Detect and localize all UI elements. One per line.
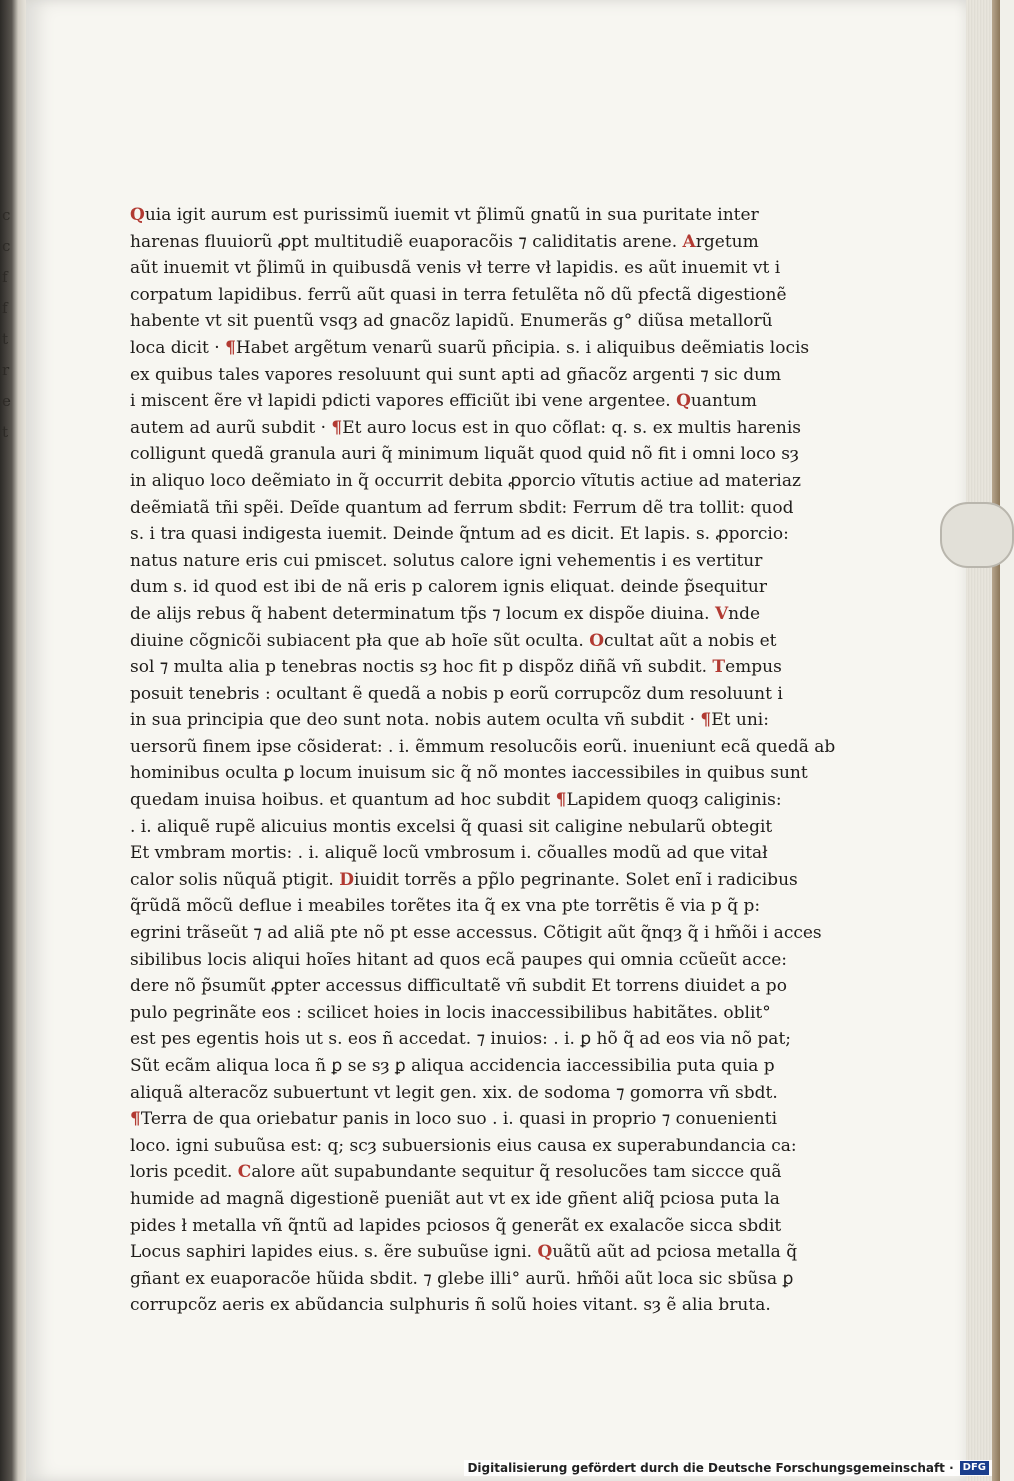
text-line: [130, 495, 794, 522]
text-span: Et auro locus est in quo cõflat: q. s. ex multis harenis: [342, 417, 802, 438]
text-span: rgetum: [695, 231, 759, 252]
text-line: [130, 1106, 777, 1133]
left-page-char: c: [2, 237, 11, 255]
text-span: i miscent ẽre vł lapidi pdicti vapores efficiũt ibi vene argentee.: [130, 391, 677, 412]
left-page-char: e: [2, 392, 11, 410]
text-line: [130, 335, 810, 362]
text-line: [130, 548, 770, 575]
text-span: loca dicit ·: [130, 337, 226, 358]
dfg-logo-icon: DFG: [960, 1461, 989, 1475]
text-line: [130, 814, 773, 841]
rubric-mark: ¶: [700, 710, 712, 731]
rubric-mark: Q: [537, 1242, 553, 1263]
text-span: calor solis nũquã ptigit.: [130, 869, 340, 890]
text-line: [130, 1000, 770, 1027]
text-line: [130, 1026, 791, 1053]
text-line: [130, 1053, 775, 1080]
text-span: q̃rũdã mõcũ deflue i meabiles torẽtes ita q̃ ex vna pte torrẽtis ẽ via p q̃ p:: [130, 896, 761, 917]
text-line: [130, 468, 801, 495]
left-page-char: t: [2, 423, 9, 441]
text-span: de alijs rebus q̃ habent determinatum tp̃s ⁊ locum ex dispõe diuina.: [130, 603, 715, 624]
text-span: in sua principia que deo sunt nota. nobis autem oculta vñ subdit ·: [130, 710, 701, 731]
rubric-mark: ¶: [130, 1109, 141, 1130]
text-span: posuit tenebris : ocultant ẽ quedã a nobis p eorũ corrupcõz dum resoluunt i: [130, 683, 783, 704]
text-span: gñant ex euaporacõe hũida sbdit. ⁊ glebe illi° aurũ. hm̃õi aũt loca sic sbũsa ꝑ: [130, 1268, 794, 1289]
text-line: [130, 574, 770, 601]
text-line: [130, 787, 782, 814]
text-line: [130, 1292, 770, 1319]
text-span: sol ⁊ multa alia p tenebras noctis sȝ hoc fit p dispõz diñã vñ subdit.: [130, 657, 713, 678]
text-span: in aliquo loco deẽmiato in q̃ occurrit debita ꝓporcio vĩtutis actiue ad materiaz: [130, 470, 801, 491]
text-span: pides ł metalla vñ q̃ntũ ad lapides pciosos q̃ generãt ex exalacõe sicca sbdit: [130, 1215, 782, 1236]
text-line: [130, 707, 770, 734]
text-line: [130, 308, 773, 335]
text-span: humide ad magnã digestionẽ pueniãt aut vt ex ide gñent aliq̃ pciosa puta la: [130, 1188, 780, 1209]
text-line: [130, 282, 787, 309]
rubric-mark: ¶: [331, 417, 343, 438]
text-span: dum s. id quod est ibi de nã eris p calorem ignis eliquat. deinde p̃sequitur: [130, 577, 767, 598]
rubric-mark: ¶: [555, 790, 567, 811]
text-line: [130, 920, 822, 947]
text-span: corrupcõz aeris ex abũdancia sulphuris ñ solũ hoies vitant. sȝ ẽ alia bruta.: [130, 1295, 771, 1316]
text-line: [130, 867, 798, 894]
text-line: [130, 229, 770, 256]
text-span: sibilibus locis aliqui hoĩes hitant ad quos ecã paupes qui omnia ccũeũt acce:: [130, 949, 788, 970]
text-span: deẽmiatã tñi spẽi. Deĩde quantum ad ferrum sbdit: Ferrum dẽ tra tollit: quod: [130, 497, 794, 518]
left-page-char: f: [2, 299, 8, 317]
text-span: Terra de qua oriebatur panis in loco suo . i. quasi in proprio ⁊ conuenienti: [140, 1109, 777, 1130]
left-page-char: t: [2, 330, 9, 348]
text-line: [130, 362, 782, 389]
page-clip-tab: [940, 502, 1014, 568]
rubric-mark: Q: [130, 205, 145, 225]
text-span: Lapidem quoqȝ caliginis:: [566, 790, 782, 811]
text-line: [130, 1266, 794, 1293]
text-span: diuine cõgnicõi subiacent pła que ab hoĩe sũt oculta.: [130, 630, 590, 651]
rubric-mark: O: [589, 630, 605, 651]
binding-edge: [992, 0, 1000, 1481]
left-page-char: r: [2, 361, 10, 379]
text-span: cultat aũt a nobis et: [604, 630, 777, 651]
text-span: colligunt quedã granula auri q̃ minimum liquãt quod quid nõ fit i omni loco sȝ: [130, 444, 799, 465]
rubric-mark: T: [712, 657, 726, 678]
left-page-text-fragment: [2, 200, 20, 448]
text-line: [130, 1159, 782, 1186]
left-page-char: f: [2, 268, 8, 286]
text-span: Habet argẽtum venarũ suarũ pñcipia. s. i aliquibus deẽmiatis locis: [235, 337, 810, 358]
rubric-mark: V: [714, 603, 729, 624]
text-line: [130, 415, 802, 442]
rubric-mark: Q: [676, 391, 691, 412]
text-line: [130, 734, 836, 761]
text-line: [130, 840, 770, 867]
text-line: [130, 760, 808, 787]
text-span: Sũt ecãm aliqua loca ñ ꝑ se sȝ ꝑ aliqua accidencia iaccessibilia puta quia p: [130, 1056, 775, 1076]
text-span: uãtũ aũt ad pciosa metalla q̃: [552, 1242, 798, 1263]
text-span: Et uni:: [711, 710, 769, 731]
text-span: s. i tra quasi indigesta iuemit. Deinde q̃ntum ad es dicit. Et lapis. s. ꝓporcio:: [130, 524, 789, 545]
text-line: [130, 388, 770, 415]
left-page-char: c: [2, 206, 11, 224]
text-span: Et vmbram mortis: . i. aliquẽ locũ vmbrosum i. cõualles modũ ad que vitał: [130, 843, 768, 864]
text-span: ex quibus tales vapores resoluunt qui sunt apti ad gñacõz argenti ⁊ sic dum: [130, 364, 782, 385]
text-span: natus nature eris cui pmiscet. solutus calore igni vehementis i es vertitur: [130, 550, 763, 571]
digitization-footer: [464, 1460, 992, 1476]
text-line: [130, 441, 799, 468]
text-line: [130, 202, 770, 229]
text-line: [130, 654, 782, 681]
text-line: [130, 973, 787, 1000]
text-span: loco. igni subuũsa est: q; scȝ subuersionis eius causa ex superabundancia ca:: [130, 1135, 797, 1156]
text-line: [130, 681, 783, 708]
text-span: uantum: [690, 391, 757, 412]
text-line: [130, 521, 789, 548]
text-span: habente vt sit puentũ vsqȝ ad gnacõz lapidũ. Enumerãs g° diũsa metallorũ: [130, 311, 773, 332]
text-span: est pes egentis hois ut s. eos ñ accedat. ⁊ inuios: . i. ꝑ hõ q̃ ad eos via nõ pat;: [130, 1029, 791, 1050]
text-span: egrini trãseũt ⁊ ad aliã pte nõ pt esse accessus. Cõtigit aũt q̃nqȝ q̃ i hm̃õi i acces: [130, 923, 822, 944]
text-line: [130, 1186, 780, 1213]
text-span: alore aũt supabundante sequitur q̃ resolucões tam siccce quã: [251, 1162, 782, 1183]
text-line: [130, 1213, 782, 1240]
text-line: [130, 1239, 798, 1266]
text-span: harenas fluuiorũ ꝓpt multitudiẽ euaporacõis ⁊ caliditatis arene.: [130, 231, 683, 252]
text-span: hominibus oculta ꝑ locum inuisum sic q̃ nõ montes iaccessibiles in quibus sunt: [130, 763, 808, 784]
text-span: empus: [725, 657, 782, 678]
text-line: [130, 947, 788, 974]
rubric-mark: ¶: [225, 337, 236, 358]
text-span: corpatum lapidibus. ferrũ aũt quasi in terra fetulẽta nõ dũ pfectã digestionẽ: [130, 284, 787, 305]
text-span: Locus saphiri lapides eius. s. ẽre subuũse igni.: [130, 1242, 538, 1263]
text-span: iuidit torrẽs a pp̃lo pegrinante. Solet enĩ i radicibus: [353, 869, 798, 890]
latin-text-column: [130, 202, 836, 1319]
text-line: [130, 1133, 797, 1160]
text-span: nde: [728, 603, 761, 624]
text-span: uersorũ finem ipse cõsiderat: . i. ẽmmum resolucõis eorũ. inueniunt ecã quedã ab: [130, 736, 836, 757]
rubric-mark: A: [682, 231, 696, 252]
text-span: . i. aliquẽ rupẽ alicuius montis excelsi q̃ quasi sit caligine nebularũ obtegit: [130, 816, 773, 837]
text-span: aũt inuemit vt p̃limũ in quibusdã venis vł terre vł lapidis. es aũt inuemit vt i: [130, 258, 781, 279]
text-line: [130, 1080, 778, 1107]
text-span: autem ad aurũ subdit ·: [130, 417, 332, 438]
text-line: [130, 628, 777, 655]
text-line: [130, 601, 770, 628]
text-span: dere nõ p̃sumũt ꝓpter accessus difficultatẽ vñ subdit Et torrens diuidet a po: [130, 976, 787, 997]
text-line: [130, 255, 781, 282]
rubric-mark: C: [237, 1162, 252, 1183]
footer-credit-text: Digitalisierung gefördert durch die Deutsche Forschungsgemeinschaft ·: [467, 1461, 954, 1475]
text-span: loris pcedit.: [130, 1162, 238, 1183]
text-span: quedam inuisa hoibus. et quantum ad hoc subdit: [130, 790, 556, 811]
text-span: aliquã alteracõz subuertunt vt legit gen. xix. de sodoma ⁊ gomorra vñ sbdt.: [130, 1082, 778, 1103]
text-span: uia igit aurum est purissimũ iuemit vt p̃limũ gnatũ in sua puritate inter: [144, 205, 759, 225]
left-facing-page-edge: [0, 0, 26, 1481]
text-line: [130, 893, 770, 920]
text-span: pulo pegrinãte eos : scilicet hoies in locis inaccessibilibus habitãtes. oblit°: [130, 1002, 771, 1023]
rubric-mark: D: [339, 869, 354, 890]
